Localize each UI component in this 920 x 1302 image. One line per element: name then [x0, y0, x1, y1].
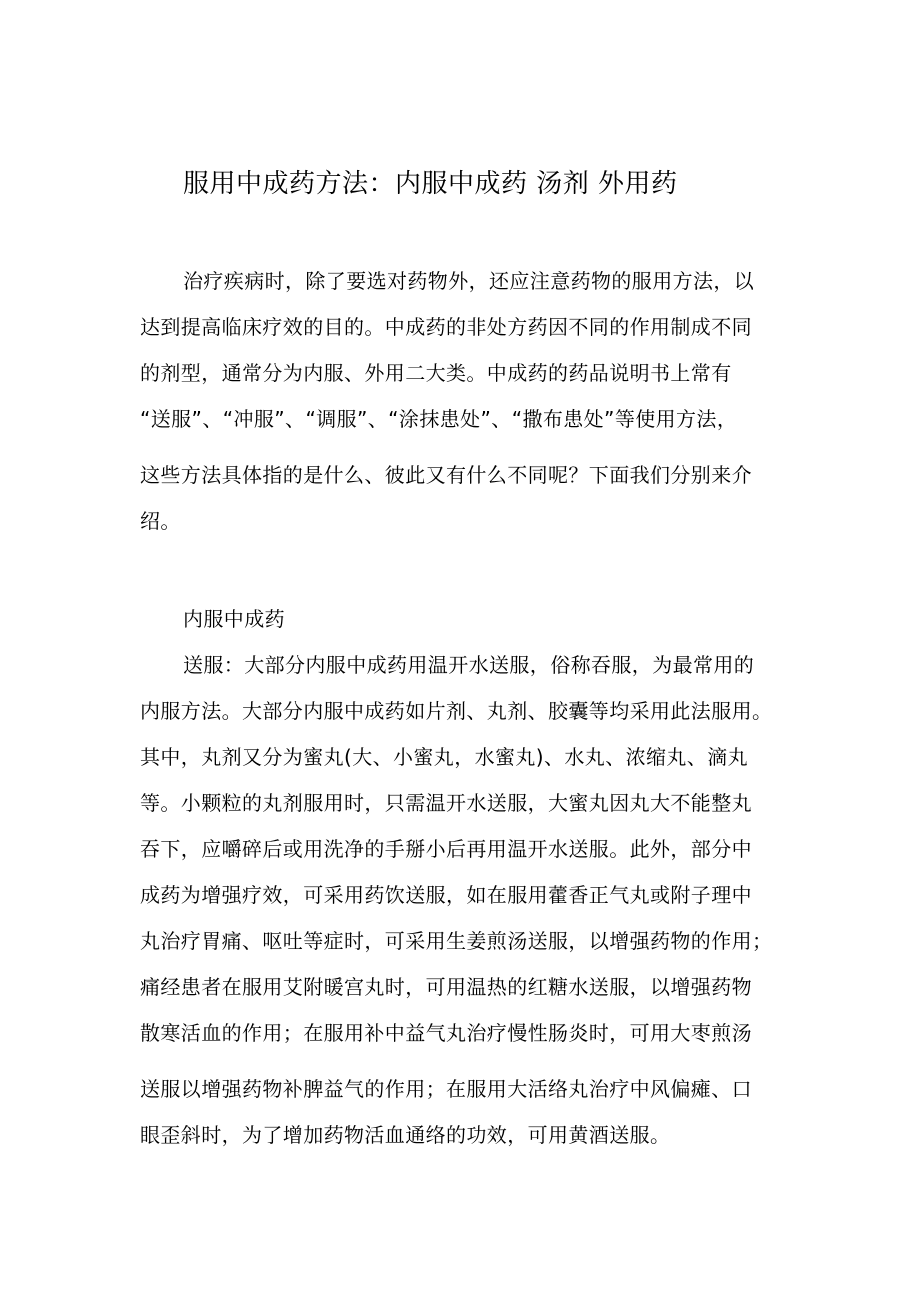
intro-line-2: 达到提高临床疗效的目的。中成药的非处方药因不同的作用制成不同: [140, 315, 752, 339]
intro-line-5: 这些方法具体指的是什么、彼此又有什么不同呢？下面我们分别来介: [140, 463, 752, 487]
songfu-line-7: 丸治疗胃痛、呕吐等症时，可采用生姜煎汤送服，以增强药物的作用；: [140, 929, 773, 953]
songfu-line-1: 送服：大部分内服中成药用温开水送服，俗称吞服，为最常用的: [183, 653, 755, 677]
intro-line-6: 绍。: [140, 509, 181, 533]
songfu-line-4: 等。小颗粒的丸剂服用时，只需温开水送服，大蜜丸因丸大不能整丸: [140, 791, 752, 815]
songfu-line-5: 吞下，应嚼碎后或用洗净的手掰小后再用温开水送服。此外，部分中: [140, 837, 752, 861]
section-heading: 内服中成药: [183, 607, 285, 631]
songfu-line-2: 内服方法。大部分内服中成药如片剂、丸剂、胶囊等均采用此法服用。: [140, 699, 773, 723]
songfu-line-6: 成药为增强疗效，可采用药饮送服，如在服用藿香正气丸或附子理中: [140, 883, 752, 907]
document-title: 服用中成药方法：内服中成药 汤剂 外用药: [183, 169, 678, 199]
songfu-line-9: 散寒活血的作用；在服用补中益气丸治疗慢性肠炎时，可用大枣煎汤: [140, 1021, 752, 1045]
songfu-line-10: 送服以增强药物补脾益气的作用；在服用大活络丸治疗中风偏瘫、口: [140, 1077, 752, 1101]
intro-line-1: 治疗疾病时，除了要选对药物外，还应注意药物的服用方法，以: [183, 269, 755, 293]
songfu-line-3: 其中，丸剂又分为蜜丸(大、小蜜丸，水蜜丸)、水丸、浓缩丸、滴丸: [140, 745, 749, 769]
songfu-line-8: 痛经患者在服用艾附暖宫丸时，可用温热的红糖水送服，以增强药物: [140, 975, 752, 999]
intro-line-3: 的剂型，通常分为内服、外用二大类。中成药的药品说明书上常有: [140, 361, 732, 385]
songfu-line-11: 眼歪斜时，为了增加药物活血通络的功效，可用黄酒送服。: [140, 1123, 671, 1147]
intro-line-4: “送服”、“冲服”、“调服”、“涂抹患处”、“撒布患处”等使用方法，: [140, 407, 738, 431]
